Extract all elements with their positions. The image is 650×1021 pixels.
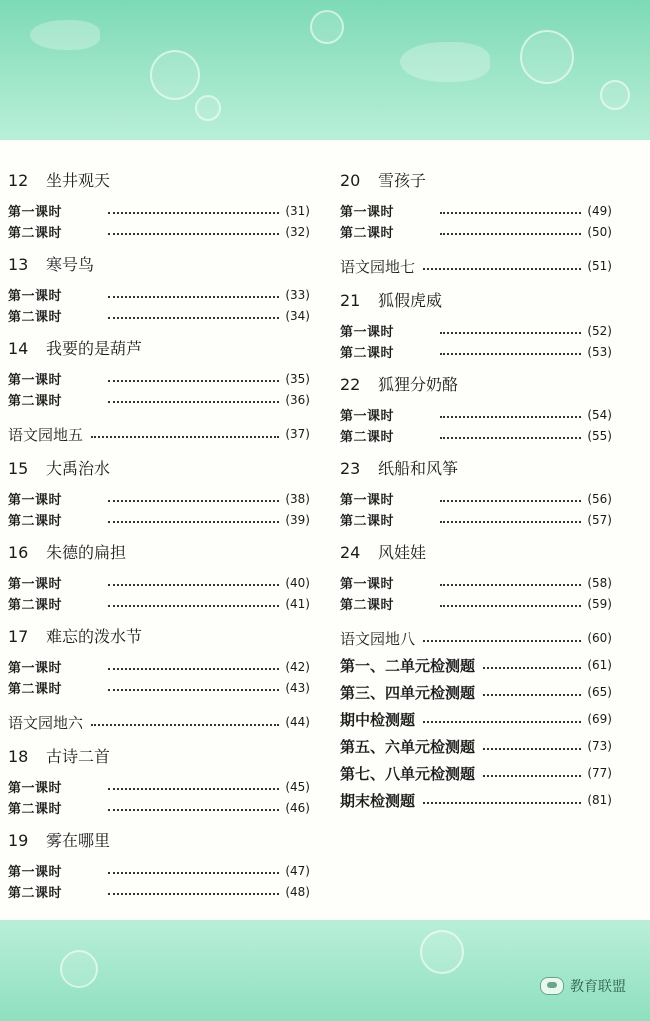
page-number: (52) xyxy=(587,323,612,338)
dot-leader xyxy=(440,500,581,502)
lesson-number: 24 xyxy=(340,543,361,562)
page-number: (31) xyxy=(285,203,310,218)
section-entry xyxy=(8,422,310,446)
page-number: (50) xyxy=(587,224,612,239)
page-number: (34) xyxy=(285,308,310,323)
lesson-title: 古诗二首 xyxy=(46,747,111,766)
lesson-title: 大禹治水 xyxy=(46,459,111,478)
session-label: 第一课时 xyxy=(8,373,63,388)
page-number: (43) xyxy=(285,680,310,695)
dot-leader xyxy=(108,584,279,586)
section-entry xyxy=(340,626,612,650)
dot-leader xyxy=(440,605,581,607)
test-entry xyxy=(340,788,612,812)
page-number: (49) xyxy=(587,203,612,218)
lesson-title: 雪孩子 xyxy=(378,171,427,190)
toc-entry xyxy=(8,305,310,326)
lesson-title: 风娃娃 xyxy=(378,543,427,562)
dot-leader xyxy=(108,893,279,895)
session-label: 第一课时 xyxy=(8,289,63,304)
toc-entry xyxy=(340,200,612,221)
test-entry xyxy=(340,680,612,704)
session-label: 第二课时 xyxy=(8,682,63,697)
lesson-title: 纸船和风筝 xyxy=(378,459,459,478)
lesson-heading xyxy=(8,338,310,360)
page-number: (56) xyxy=(587,491,612,506)
dot-leader xyxy=(108,401,279,403)
dot-leader xyxy=(440,521,581,523)
fish-decoration xyxy=(30,20,100,50)
dot-leader xyxy=(108,317,279,319)
lesson-number: 20 xyxy=(340,171,361,190)
lesson-number: 13 xyxy=(8,255,29,274)
toc-entry xyxy=(8,776,310,797)
page-number: (36) xyxy=(285,392,310,407)
lesson-number: 17 xyxy=(8,627,29,646)
dot-leader xyxy=(108,689,279,691)
session-label: 第二课时 xyxy=(340,598,395,613)
bubble-decoration xyxy=(195,95,221,121)
dot-leader xyxy=(108,233,279,235)
page-number: (51) xyxy=(587,259,612,273)
lesson-heading xyxy=(340,290,612,312)
session-label: 第一课时 xyxy=(8,661,63,676)
page-number: (39) xyxy=(285,512,310,527)
page-number: (38) xyxy=(285,491,310,506)
toc-entry xyxy=(8,368,310,389)
dot-leader xyxy=(423,268,581,270)
bottom-decorative-band xyxy=(0,920,650,1021)
session-label: 第二课时 xyxy=(340,346,395,361)
page-number: (81) xyxy=(587,793,612,807)
chat-bubble-icon xyxy=(540,977,564,995)
toc-entry xyxy=(8,881,310,902)
toc-entry xyxy=(8,509,310,530)
dot-leader xyxy=(91,724,279,726)
lesson-number: 21 xyxy=(340,291,361,310)
page-number: (45) xyxy=(285,779,310,794)
session-label: 第二课时 xyxy=(8,598,63,613)
session-label: 第一课时 xyxy=(8,781,63,796)
page-number: (73) xyxy=(587,739,612,753)
lesson-heading xyxy=(8,254,310,276)
lesson-heading xyxy=(340,542,612,564)
dot-leader xyxy=(108,212,279,214)
page-number: (44) xyxy=(285,715,310,729)
page-number: (40) xyxy=(285,575,310,590)
page-number: (58) xyxy=(587,575,612,590)
toc-entry xyxy=(340,425,612,446)
toc-entry xyxy=(8,656,310,677)
bubble-decoration xyxy=(520,30,574,84)
page-number: (69) xyxy=(587,712,612,726)
top-decorative-band xyxy=(0,0,650,140)
section-entry xyxy=(340,254,612,278)
entry-title: 语文园地五 xyxy=(8,425,84,444)
dot-leader xyxy=(440,416,581,418)
page-number: (37) xyxy=(285,427,310,441)
toc-entry xyxy=(340,509,612,530)
toc-entry xyxy=(8,572,310,593)
watermark-text: 教育联盟 xyxy=(570,979,626,995)
toc-entry xyxy=(340,221,612,242)
lesson-heading xyxy=(8,830,310,852)
lesson-title: 朱德的扁担 xyxy=(46,543,127,562)
session-label: 第二课时 xyxy=(340,430,395,445)
test-entry xyxy=(340,761,612,785)
entry-title: 语文园地八 xyxy=(340,629,416,648)
section-entry xyxy=(8,710,310,734)
lesson-title: 坐井观天 xyxy=(46,171,111,190)
entry-title: 语文园地六 xyxy=(8,713,84,732)
dot-leader xyxy=(108,380,279,382)
page-number: (65) xyxy=(587,685,612,699)
session-label: 第一课时 xyxy=(8,577,63,592)
lesson-heading xyxy=(8,170,310,192)
dot-leader xyxy=(483,667,581,669)
dot-leader xyxy=(108,500,279,502)
lesson-title: 狐假虎威 xyxy=(378,291,443,310)
entry-title: 第五、六单元检测题 xyxy=(340,737,476,756)
toc-entry xyxy=(8,488,310,509)
session-label: 第二课时 xyxy=(340,514,395,529)
toc-entry xyxy=(8,593,310,614)
bubble-decoration xyxy=(150,50,200,100)
toc-entry xyxy=(340,488,612,509)
lesson-title: 雾在哪里 xyxy=(46,831,111,850)
session-label: 第一课时 xyxy=(340,577,395,592)
toc-entry xyxy=(8,200,310,221)
session-label: 第二课时 xyxy=(8,514,63,529)
toc-entry xyxy=(8,860,310,881)
test-entry xyxy=(340,707,612,731)
lesson-title: 寒号鸟 xyxy=(46,255,95,274)
dot-leader xyxy=(440,332,581,334)
lesson-title: 狐狸分奶酪 xyxy=(378,375,459,394)
entry-title: 第一、二单元检测题 xyxy=(340,656,476,675)
session-label: 第一课时 xyxy=(340,325,395,340)
dot-leader xyxy=(108,872,279,874)
session-label: 第二课时 xyxy=(8,886,63,901)
bubble-decoration xyxy=(600,80,630,110)
toc-entry xyxy=(8,221,310,242)
lesson-number: 19 xyxy=(8,831,29,850)
entry-title: 语文园地七 xyxy=(340,257,416,276)
page-number: (57) xyxy=(587,512,612,527)
session-label: 第二课时 xyxy=(8,802,63,817)
dot-leader xyxy=(440,212,581,214)
lesson-number: 16 xyxy=(8,543,29,562)
toc-entry xyxy=(340,593,612,614)
dot-leader xyxy=(440,353,581,355)
page-number: (42) xyxy=(285,659,310,674)
dot-leader xyxy=(423,802,581,804)
dot-leader xyxy=(440,233,581,235)
dot-leader xyxy=(108,668,279,670)
toc-entry xyxy=(8,284,310,305)
page-number: (60) xyxy=(587,631,612,645)
session-label: 第一课时 xyxy=(8,205,63,220)
dot-leader xyxy=(483,748,581,750)
session-label: 第一课时 xyxy=(340,409,395,424)
session-label: 第一课时 xyxy=(340,205,395,220)
page-number: (35) xyxy=(285,371,310,386)
dot-leader xyxy=(483,694,581,696)
bubble-decoration xyxy=(310,10,344,44)
session-label: 第二课时 xyxy=(340,226,395,241)
dot-leader xyxy=(440,437,581,439)
page-number: (59) xyxy=(587,596,612,611)
entry-title: 第三、四单元检测题 xyxy=(340,683,476,702)
page-number: (54) xyxy=(587,407,612,422)
dot-leader xyxy=(108,788,279,790)
lesson-heading xyxy=(8,458,310,480)
page-number: (46) xyxy=(285,800,310,815)
dot-leader xyxy=(483,775,581,777)
lesson-number: 18 xyxy=(8,747,29,766)
bubble-decoration xyxy=(420,930,464,974)
session-label: 第二课时 xyxy=(8,394,63,409)
lesson-number: 23 xyxy=(340,459,361,478)
dot-leader xyxy=(423,640,581,642)
entry-title: 期中检测题 xyxy=(340,710,416,729)
session-label: 第一课时 xyxy=(8,493,63,508)
page-number: (61) xyxy=(587,658,612,672)
toc-entry xyxy=(340,320,612,341)
session-label: 第一课时 xyxy=(340,493,395,508)
toc-entry xyxy=(8,389,310,410)
toc-entry xyxy=(340,341,612,362)
lesson-heading xyxy=(340,170,612,192)
toc-entry xyxy=(8,797,310,818)
test-entry xyxy=(340,734,612,758)
session-label: 第二课时 xyxy=(8,310,63,325)
lesson-number: 22 xyxy=(340,375,361,394)
page-number: (33) xyxy=(285,287,310,302)
page-number: (48) xyxy=(285,884,310,899)
dot-leader xyxy=(108,809,279,811)
lesson-heading xyxy=(8,542,310,564)
lesson-title: 难忘的泼水节 xyxy=(46,627,143,646)
page-number: (32) xyxy=(285,224,310,239)
toc-right-column xyxy=(340,170,612,812)
lesson-number: 14 xyxy=(8,339,29,358)
toc-entry xyxy=(8,677,310,698)
dot-leader xyxy=(440,584,581,586)
lesson-heading xyxy=(8,626,310,648)
bubble-decoration xyxy=(60,950,98,988)
lesson-number: 12 xyxy=(8,171,29,190)
lesson-number: 15 xyxy=(8,459,29,478)
toc-left-column xyxy=(8,170,310,902)
lesson-heading xyxy=(340,458,612,480)
lesson-heading xyxy=(340,374,612,396)
lesson-title: 我要的是葫芦 xyxy=(46,339,143,358)
dot-leader xyxy=(423,721,581,723)
entry-title: 第七、八单元检测题 xyxy=(340,764,476,783)
dot-leader xyxy=(108,605,279,607)
watermark xyxy=(540,976,626,996)
page-number: (41) xyxy=(285,596,310,611)
fish-decoration xyxy=(400,42,490,82)
dot-leader xyxy=(91,436,279,438)
page-number: (55) xyxy=(587,428,612,443)
page-number: (47) xyxy=(285,863,310,878)
toc-entry xyxy=(340,572,612,593)
lesson-heading xyxy=(8,746,310,768)
page-number: (77) xyxy=(587,766,612,780)
page-number: (53) xyxy=(587,344,612,359)
test-entry xyxy=(340,653,612,677)
toc-entry xyxy=(340,404,612,425)
session-label: 第二课时 xyxy=(8,226,63,241)
dot-leader xyxy=(108,521,279,523)
dot-leader xyxy=(108,296,279,298)
session-label: 第一课时 xyxy=(8,865,63,880)
entry-title: 期末检测题 xyxy=(340,791,416,810)
